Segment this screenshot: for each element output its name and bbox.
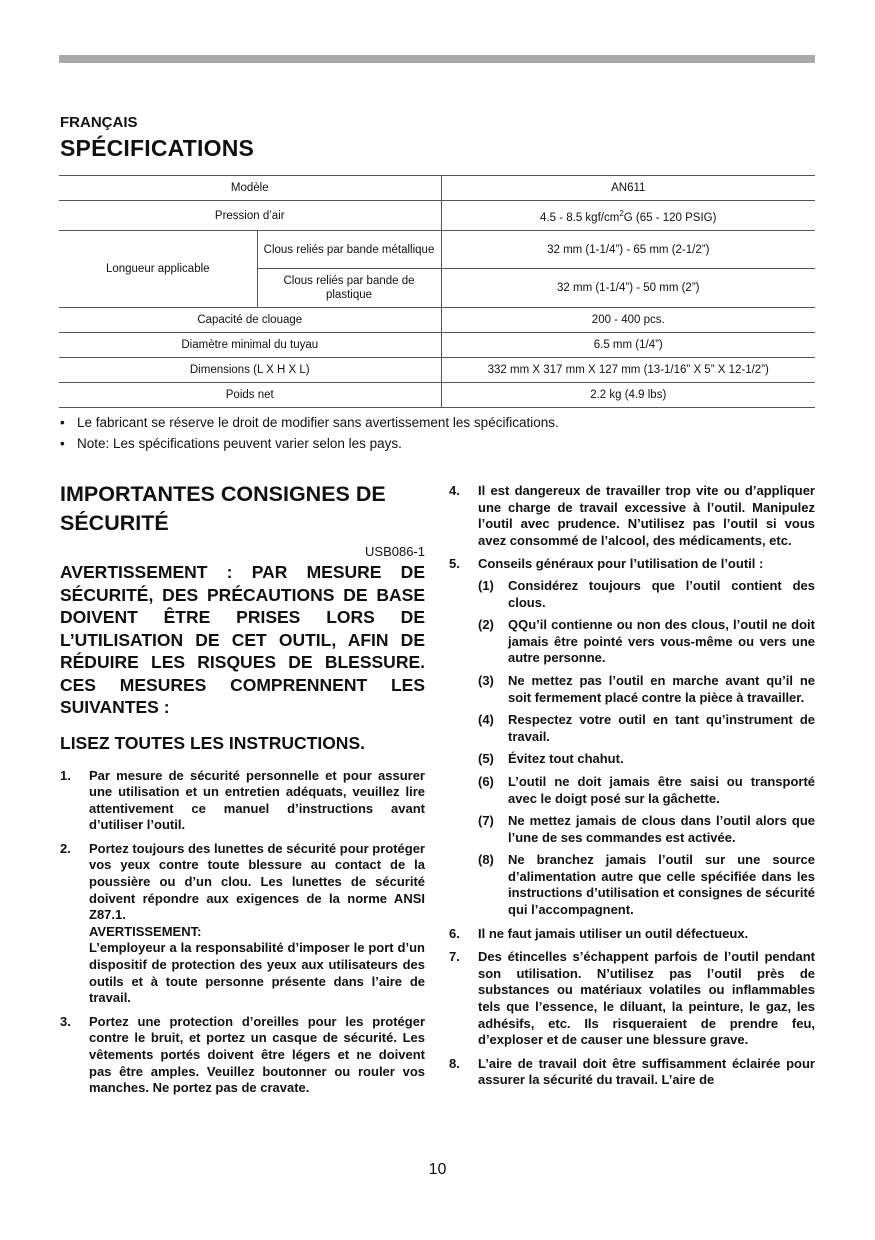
spec-label: Poids net: [59, 383, 441, 408]
sub-list-item: (1) Considérez toujours que l’outil contient des clous.: [478, 577, 815, 610]
safety-title: IMPORTANTES CONSIGNES DE SÉCURITÉ: [60, 482, 386, 535]
spec-row-hose: [59, 333, 815, 358]
sub-list-item: (2) QQu’il contienne ou non des clous, l’outil ne doit jamais être pointé vers vous-même ou vers une autre personne.: [478, 617, 815, 666]
sub-list-item: (7) Ne mettez jamais de clous dans l’outil alors que l’une de ses commandes est activée.: [478, 813, 815, 845]
spec-sublabel: Clous reliés par bande métallique: [257, 231, 441, 269]
safety-warning: AVERTISSEMENT : PAR MESURE DE SÉCURITÉ, DES PRÉCAUTIONS DE BASE DOIVENT ÊTRE PRISES LORS DE L’UTILISATION DE CET OUTIL, AFIN DE RÉDUIRE LES RISQUES DE BLESSURE. CES MESURES COMPRENNENT LES SUIVANTES :: [60, 562, 425, 717]
specifications-table: [59, 175, 815, 408]
list-item: 4. Il est dangereux de travailler trop vite ou d’appliquer une charge de travail excessive à l’outil. Manipulez l’outil avec prudence. N’utilisez pas l’outil si vous avez consommé de l’alcool, des médicaments, etc.: [449, 483, 815, 548]
sub-list: [478, 578, 815, 919]
spec-row-pressure: [59, 201, 815, 231]
list-item: 1. Par mesure de sécurité personnelle et pour assurer une utilisation et un entretien adéquats, veuillez lire attentivement ce manuel d’instructions avant d’utiliser l’outil.: [60, 767, 425, 833]
spec-value: 6.5 mm (1/4”): [441, 333, 815, 358]
language-label: FRANÇAIS: [60, 114, 138, 131]
page-number: 10: [428, 1161, 447, 1178]
safety-list-left: [60, 768, 425, 1097]
note-item: • Le fabricant se réserve le droit de modifier sans avertissement les spécifications.: [60, 412, 820, 433]
specifications-title: SPÉCIFICATIONS: [60, 135, 255, 161]
list-item: 3. Portez une protection d’oreilles pour les protéger contre le bruit, et portez un casque de sécurité. Les vêtements portés doivent être légers et ne doivent pas être amples. Veuillez boutonner ou rouler vos manches. Ne portez pas de cravate.: [60, 1013, 425, 1096]
spec-row-weight: [59, 383, 815, 408]
spec-label: Pression d’air: [59, 201, 441, 231]
spec-row-dimensions: [59, 358, 815, 383]
spec-value: 32 mm (1-1/4”) - 50 mm (2”): [441, 269, 815, 308]
bullet-icon: •: [60, 436, 65, 451]
header-rule: [59, 55, 815, 63]
sub-list-item: (5) Évitez tout chahut.: [478, 751, 624, 767]
document-code: USB086-1: [365, 544, 425, 559]
spec-notes: [60, 412, 820, 454]
spec-value: 332 mm X 317 mm X 127 mm (13-1/16” X 5” X 12-1/2”): [441, 358, 815, 383]
spec-row-length-metal: [59, 231, 815, 269]
spec-value: 2.2 kg (4.9 lbs): [441, 383, 815, 408]
spec-sublabel: Clous reliés par bande de plastique: [257, 269, 441, 308]
spec-value: AN611: [441, 176, 815, 201]
safety-right-column: [449, 483, 815, 1096]
list-item: 2. Portez toujours des lunettes de sécurité pour protéger vos yeux contre toute blessure au contact de la poussière ou d’un clou. Les lunettes de sécurité doivent répondre aux exigences de la norme ANSI Z87.1. AVERTISSEMENT: L’employeur a la responsabilité d’imposer le port d’un dispositif de protection des yeux aux utilisateurs des outils et à toute personne présente dans l’aire de travail.: [60, 840, 425, 1006]
list-item: 5. Conseils généraux pour l’utilisation de l’outil : (1) Considérez toujours que l’outil contient des clous. (2) QQu’il contienne ou non des clous, l’outil ne doit jamais être pointé vers vous-même ou vers une autre personne. (3) Ne mettez pas l’outil en marche avant qu’il ne soit fermement placé contre la pièce à travailler. (4) Respectez votre outil en tant qu’instrument de travail. (5) Évitez tout chahut. (6) L’outil ne doit jamais être saisi ou transporté avec le doigt posé sur la gâchette. (7) Ne mettez jamais de clous dans l’outil alors que l’une de ses commandes est activée. (8) Ne branchez jamais l’outil sur une source d’alimentation autre que celle spécifiée dans les instructions d’utilisation et consignes de sécurité qui l’accompagnent.: [449, 556, 815, 918]
list-item: 6. Il ne faut jamais utiliser un outil défectueux.: [449, 925, 749, 941]
list-item: 8. L’aire de travail doit être suffisamment éclairée pour assurer la sécurité du travail. L’aire de: [449, 1055, 815, 1088]
sub-list-item: (6) L’outil ne doit jamais être saisi ou transporté avec le doigt posé sur la gâchette.: [478, 773, 815, 806]
sub-list-item: (8) Ne branchez jamais l’outil sur une source d’alimentation autre que celle spécifiée dans les instructions d’utilisation et consignes de sécurité qui l’accompagnent.: [478, 852, 815, 918]
safety-left-column: [60, 480, 425, 1104]
spec-label: Modèle: [59, 176, 441, 201]
list-item: 7. Des étincelles s’échappent parfois de l’outil pendant son utilisation. N’utilisez pas l’outil près de substances ou matériaux volatiles ou inflammables tels que l’essence, le diluant, la peinture, le gaz, les adhésifs, etc. Ils risqueraient de prendre feu, d’exploser et de causer une blessure grave.: [449, 949, 815, 1048]
spec-row-model: [59, 176, 815, 201]
read-all-heading: LISEZ TOUTES LES INSTRUCTIONS.: [60, 732, 365, 753]
spec-label: Diamètre minimal du tuyau: [59, 333, 441, 358]
note-item: • Note: Les spécifications peuvent varier selon les pays.: [60, 433, 820, 454]
spec-row-capacity: [59, 308, 815, 333]
bullet-icon: •: [60, 415, 65, 430]
spec-value: 32 mm (1-1/4”) - 65 mm (2-1/2”): [441, 231, 815, 269]
spec-label: Longueur applicable: [59, 231, 257, 308]
spec-label: Dimensions (L X H X L): [59, 358, 441, 383]
sub-warning-heading: AVERTISSEMENT:: [89, 923, 202, 939]
spec-value: 4.5 - 8.5 kgf/$cm^2G$ (65 - 120 PSIG): [441, 201, 815, 231]
sub-list-item: (3) Ne mettez pas l’outil en marche avant qu’il ne soit fermement placé contre la pièce à travailler.: [478, 672, 815, 705]
safety-list-right: [449, 483, 815, 1089]
sub-list-item: (4) Respectez votre outil en tant qu’instrument de travail.: [478, 712, 815, 744]
sub-warning-text: L’employeur a la responsabilité d’imposer le port d’un dispositif de protection des yeux aux utilisateurs des outils et à toute personne présente dans l’aire de travail.: [89, 940, 425, 1006]
spec-label: Capacité de clouage: [59, 308, 441, 333]
spec-value: 200 - 400 pcs.: [441, 308, 815, 333]
